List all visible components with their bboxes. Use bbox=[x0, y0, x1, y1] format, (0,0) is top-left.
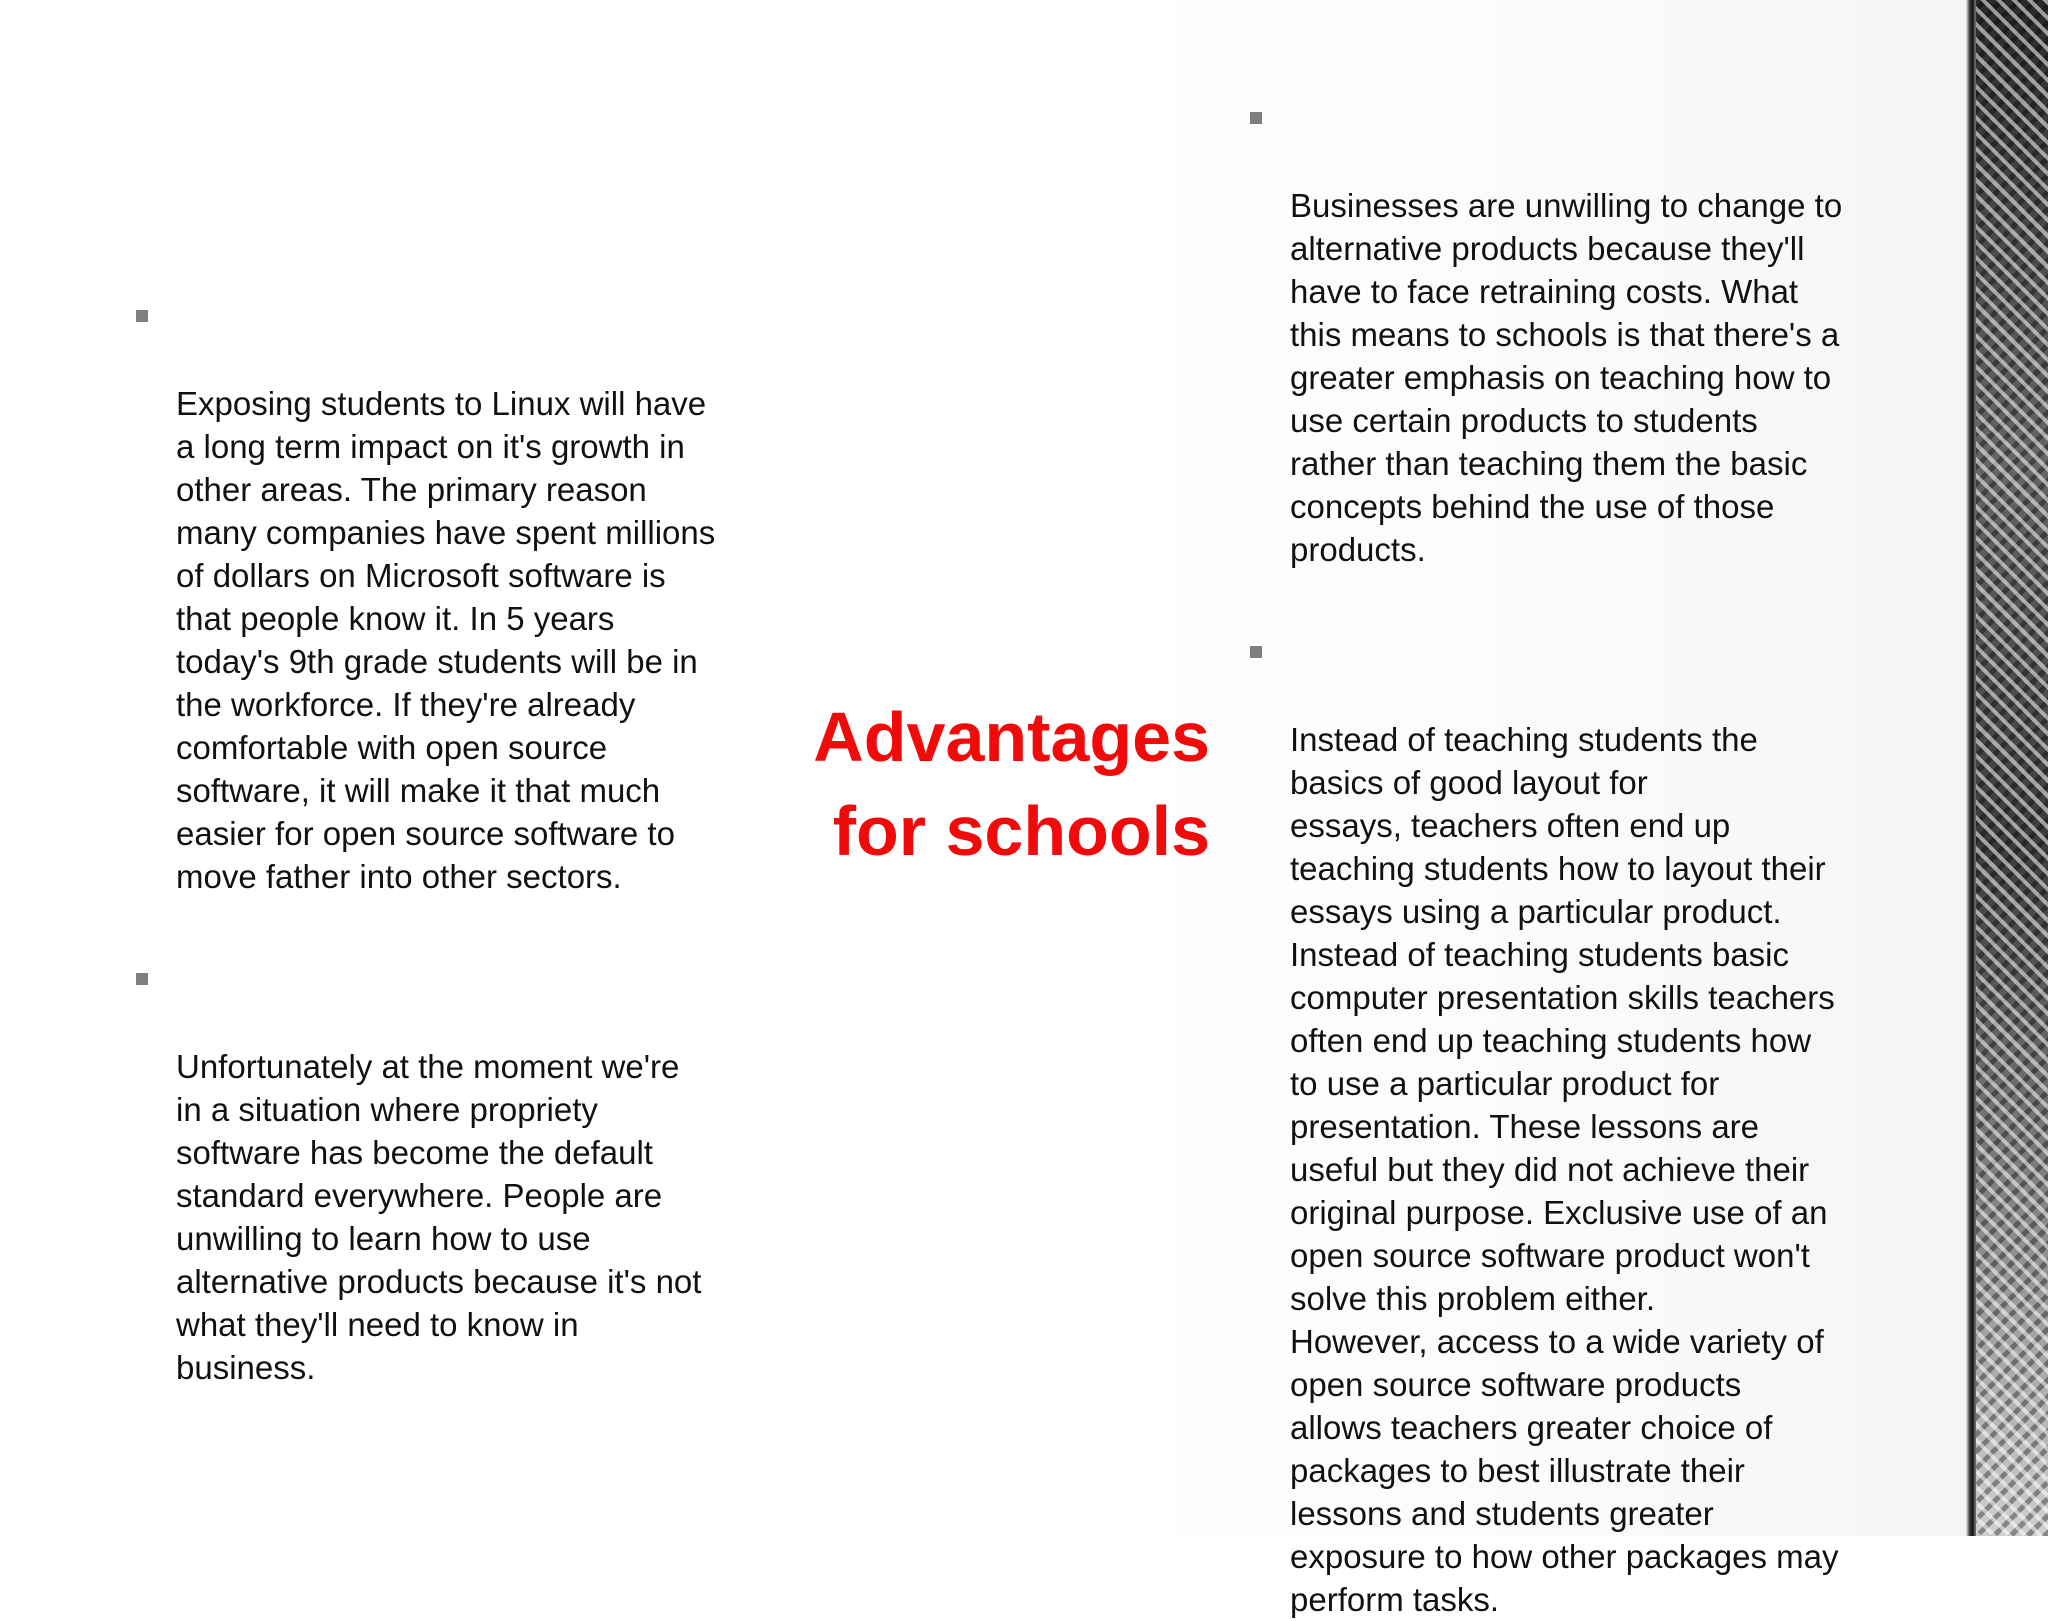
square-bullet-icon bbox=[136, 310, 148, 322]
decorative-edge-strip bbox=[1966, 0, 1976, 1536]
square-bullet-icon bbox=[1250, 646, 1262, 658]
bullet-item bbox=[134, 296, 774, 898]
left-text-column bbox=[134, 296, 774, 1389]
square-bullet-icon bbox=[1250, 112, 1262, 124]
bullet-text: Businesses are unwilling to change to alternative products because they'll have to face retraining costs. What this means to schools is that there's a greater emphasis on teaching how to use certain products to students rather than teaching them the basic concepts behind the use of those products. bbox=[1290, 187, 1843, 568]
bullet-item bbox=[1248, 632, 1908, 1621]
bullet-item bbox=[134, 959, 774, 1389]
slide-title: Advantages for schools bbox=[813, 698, 1210, 870]
bullet-item bbox=[1248, 98, 1908, 571]
right-text-column bbox=[1248, 98, 1908, 1621]
bullet-text: Exposing students to Linux will have a long term impact on it's growth in other areas. The primary reason many companies have spent millions of dollars on Microsoft software is that people know it. In 5 years today's 9th grade students will be in the workforce. If they're already comfortable with open source software, it will make it that much easier for open source software to move father into other sectors. bbox=[176, 385, 716, 895]
square-bullet-icon bbox=[136, 973, 148, 985]
bullet-text: Unfortunately at the moment we're in a situation where propriety software has become the default standard everywhere. People are unwilling to learn how to use alternative products because it's not what they'll need to know in business. bbox=[176, 1048, 702, 1386]
bullet-text: Instead of teaching students the basics of good layout for essays, teachers often end up teaching students how to layout their essays using a particular product. Instead of teaching students basic computer presentation skills teachers often end up teaching students how to use a particular product for presentation. These lessons are useful but they did not achieve their original purpose. Exclusive use of an open source software product won't solve this problem either. However, access to a wide variety of open source software products allows teachers greater choice of packages to best illustrate their lessons and students greater exposure to how other packages may perform tasks. bbox=[1290, 721, 1839, 1618]
decorative-texture-band bbox=[1976, 0, 2048, 1536]
